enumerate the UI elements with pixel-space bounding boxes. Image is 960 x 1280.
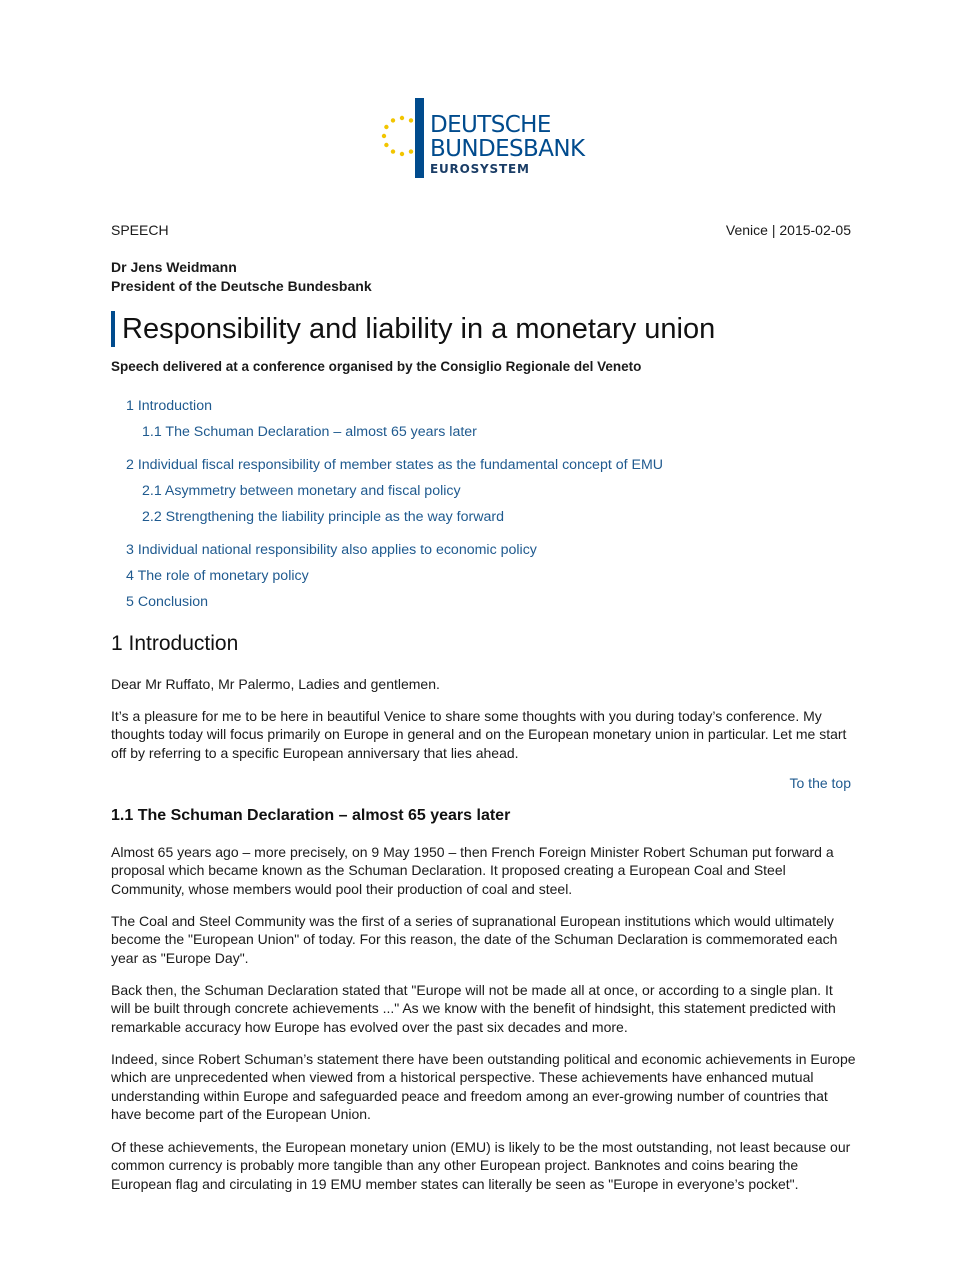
toc-link-conclusion[interactable]: 5 Conclusion <box>126 594 209 610</box>
title-block <box>111 311 715 347</box>
place-date: Venice | 2015-02-05 <box>725 222 851 238</box>
section-heading-schuman: 1.1 The Schuman Declaration – almost 65 years later <box>111 807 511 824</box>
title-accent-bar <box>111 311 115 347</box>
toc-link-introduction[interactable]: 1 Introduction <box>126 398 212 414</box>
toc-link-economic-policy[interactable]: 3 Individual national responsibility also applies to economic policy <box>126 542 537 558</box>
logo-bar <box>415 98 424 178</box>
paragraph: The Coal and Steel Community was the first of a series of supranational European institutions which would ultimately become the "European Union" of today. For this reason, the date of the Schuman Declaration is commemorated each year as "Europe Day". <box>111 913 838 966</box>
toc-link-liability-principle[interactable]: 2.2 Strengthening the liability principle as the way forward <box>142 509 504 525</box>
logo-line-bundesbank: BUNDESBANK <box>430 136 585 162</box>
paragraph: Of these achievements, the European monetary union (EMU) is likely to be the most outstanding, not least because our common currency is probably more tangible than any other European project. Banknotes and coins bearing the European flag and circulating in 19 EMU member states can literally be seen as "Europe in everyone’s pocket". <box>111 1139 851 1192</box>
paragraph: Dear Mr Ruffato, Mr Palermo, Ladies and gentlemen. <box>111 676 440 692</box>
toc-link-schuman-declaration[interactable]: 1.1 The Schuman Declaration – almost 65 years later <box>142 424 477 440</box>
author-role: President of the Deutsche Bundesbank <box>111 278 372 294</box>
toc-link-monetary-policy[interactable]: 4 The role of monetary policy <box>126 568 309 584</box>
author-name: Dr Jens Weidmann <box>111 259 237 275</box>
document-type: SPEECH <box>111 222 169 238</box>
paragraph: It’s a pleasure for me to be here in beautiful Venice to share some thoughts with you during today’s conference. My thoughts today will focus primarily on Europe in general and on the European monetary union in particular. Let me start off by referring to a specific European anniversary that lies ahead. <box>111 708 847 761</box>
toc-link-asymmetry[interactable]: 2.1 Asymmetry between monetary and fiscal policy <box>142 483 461 499</box>
to-the-top-link[interactable]: To the top <box>789 775 851 791</box>
bundesbank-logo <box>380 98 600 180</box>
meta-row <box>111 222 851 238</box>
logo-text <box>430 113 584 178</box>
paragraph: Indeed, since Robert Schuman’s statement there have been outstanding political and economic achievements in Europe which are unprecedented when viewed from a historical perspective. These achievements have enhanced mutual understanding within Europe and safeguarded peace and freedom among an ever-growing number of countries that have become part of the European Union. <box>111 1051 856 1122</box>
paragraph: Almost 65 years ago – more precisely, on 9 May 1950 – then French Foreign Minister Robert Schuman put forward a proposal which became known as the Schuman Declaration. It proposed creating a European Coal and Steel Community, whose members would pool their production of coal and steel. <box>111 844 834 897</box>
paragraph: Back then, the Schuman Declaration stated that "Europe will not be made all at once, or according to a single plan. It will be built through concrete achievements ..." As we know with the benefit of hindsight, this statement predicted with remarkable accuracy how Europe has evolved over the past six decades and more. <box>111 982 836 1035</box>
section-heading-introduction: 1 Introduction <box>111 632 239 655</box>
author-block <box>111 258 372 296</box>
toc-link-fiscal-responsibility[interactable]: 2 Individual fiscal responsibility of member states as the fundamental concept of EMU <box>126 457 664 473</box>
page-title: Responsibility and liability in a monetary union <box>122 312 716 345</box>
logo-line-eurosystem: EUROSYSTEM <box>430 162 530 176</box>
logo-line-deutsche: DEUTSCHE <box>430 112 551 138</box>
page-subtitle: Speech delivered at a conference organised by the Consiglio Regionale del Veneto <box>111 359 642 374</box>
